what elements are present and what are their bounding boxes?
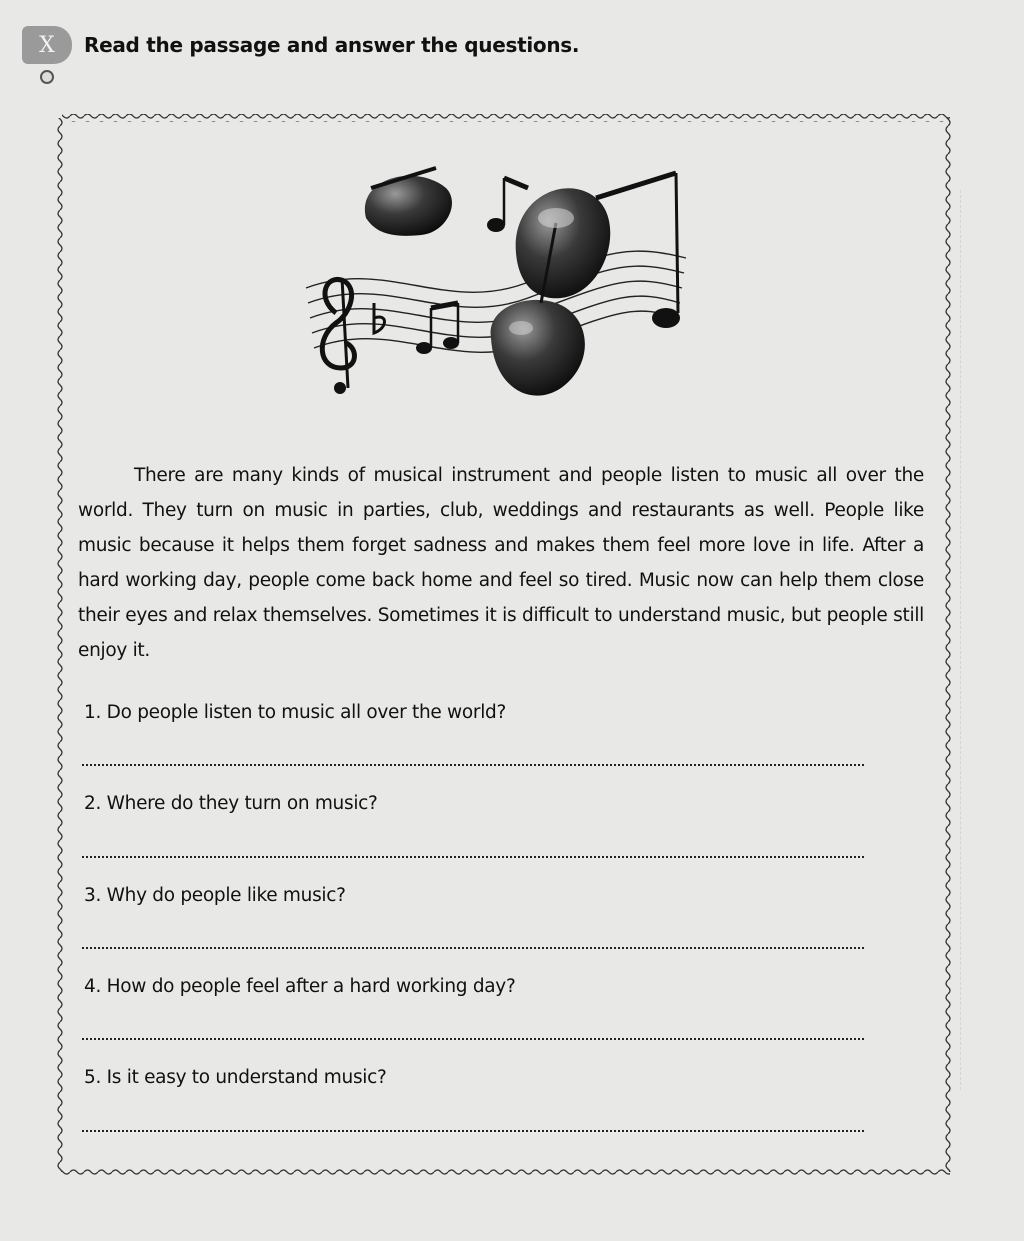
question-number: 4.	[84, 976, 102, 997]
large-note-left	[365, 168, 452, 236]
question-1	[84, 702, 506, 723]
frame-right	[944, 118, 952, 1172]
question-number: 2.	[84, 793, 102, 814]
question-text: Where do they turn on music?	[106, 793, 378, 814]
question-text: Is it easy to understand music?	[106, 1067, 387, 1088]
frame-top	[62, 114, 950, 122]
music-notes-illustration	[296, 163, 688, 427]
question-4	[84, 976, 515, 997]
answer-line-3[interactable]	[82, 947, 864, 949]
question-text: How do people feel after a hard working day?	[106, 976, 516, 997]
question-2	[84, 793, 378, 814]
answer-line-5[interactable]	[82, 1130, 864, 1132]
question-3	[84, 885, 346, 906]
exercise-title: Read the passage and answer the questions.	[84, 33, 580, 57]
question-number: 5.	[84, 1067, 102, 1088]
question-5	[84, 1067, 387, 1088]
question-text: Why do people like music?	[106, 885, 346, 906]
frame-bottom	[62, 1168, 950, 1176]
frame-left	[56, 118, 64, 1172]
question-number: 1.	[84, 702, 102, 723]
question-text: Do people listen to music all over the world?	[106, 702, 507, 723]
reading-passage: There are many kinds of musical instrument and people listen to music all over the world. They turn on music in parties, club, weddings and restaurants as well. People like music because it helps them forget sadness and makes them feel more love in life. After a hard working day, people come back home and feel so tired. Music now can help them close their eyes and relax themselves. Sometimes it is difficult to understand music, but people still enjoy it.	[78, 465, 924, 661]
question-number: 3.	[84, 885, 102, 906]
answer-line-2[interactable]	[82, 856, 864, 858]
exercise-number: X	[39, 32, 55, 58]
answer-line-4[interactable]	[82, 1038, 864, 1040]
answer-line-1[interactable]	[82, 764, 864, 766]
